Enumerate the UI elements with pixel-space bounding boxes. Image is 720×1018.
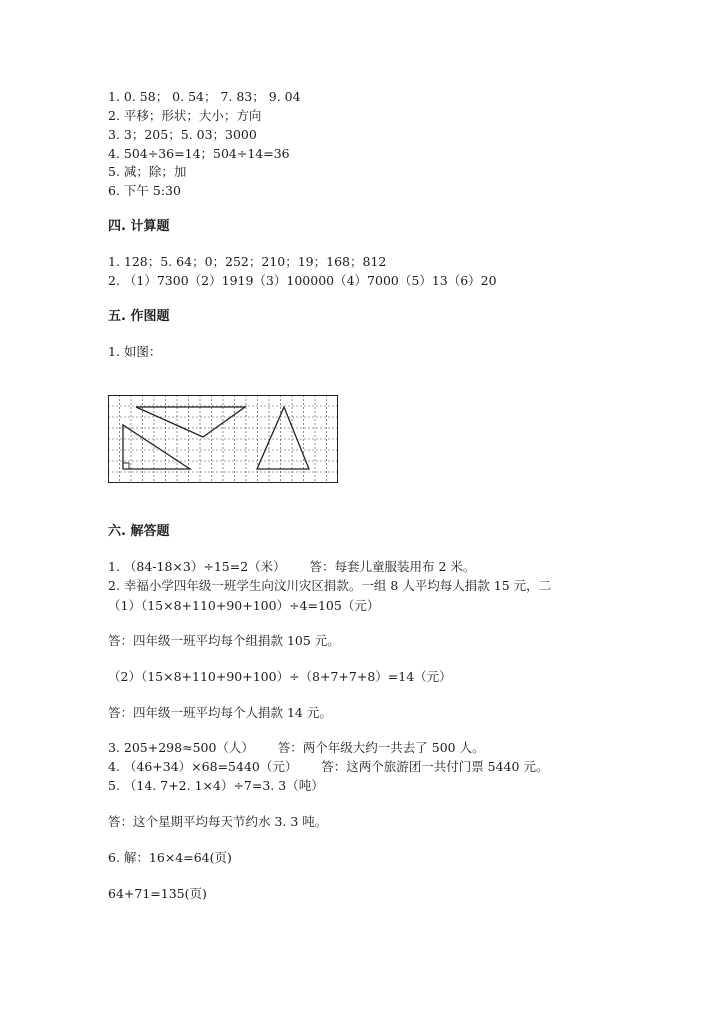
section-heading-calculation: 四. 计算题 — [108, 219, 170, 234]
answer-line: 2. 幸福小学四年级一班学生向汶川灾区捐款。一组 8 人平均每人捐款 15 元，二 — [108, 578, 552, 593]
answer-line: 3. 3；205；5. 03；3000 — [108, 127, 257, 142]
right-angle-mark — [123, 463, 129, 469]
answer-line: （2）（15×8+110+90+100）÷（8+7+7+8）=14（元） — [108, 669, 452, 684]
answer-line: 1. （84-18×3）÷15=2（米） 答：每套儿童服装用布 2 米。 — [108, 559, 476, 574]
answer-line: 2. （1）7300（2）1919（3）100000（4）7000（5）13（6）20 — [108, 273, 497, 288]
answer-line: 5. （14. 7+2. 1×4）÷7=3. 3（吨） — [108, 778, 324, 793]
answer-line: 4. 504÷36=14；504÷14=36 — [108, 146, 290, 161]
answer-line: 答：四年级一班平均每个人捐款 14 元。 — [108, 705, 332, 720]
answer-line: （1）（15×8+110+90+100）÷4=105（元） — [108, 598, 380, 613]
answer-line: 5. 减；除；加 — [108, 164, 187, 179]
answer-line: 1. 0. 58； 0. 54； 7. 83； 9. 04 — [108, 89, 301, 104]
answer-line: 1. 如图： — [108, 344, 162, 359]
answer-line: 64+71=135(页) — [108, 886, 207, 901]
answer-line: 2. 平移；形状；大小；方向 — [108, 108, 262, 123]
answer-line: 6. 下午 5:30 — [108, 183, 181, 198]
section-heading-word-problems: 六. 解答题 — [108, 524, 170, 539]
right-triangle — [123, 425, 190, 469]
answer-line: 1. 128；5. 64；0；252；210；19；168；812 — [108, 254, 387, 269]
answer-line: 答：这个星期平均每天节约水 3. 3 吨。 — [108, 814, 328, 829]
answer-line: 答：四年级一班平均每个组捐款 105 元。 — [108, 633, 340, 648]
isosceles-triangle — [257, 407, 309, 469]
section-heading-drawing: 五. 作图题 — [108, 309, 170, 324]
obtuse-triangle — [136, 407, 245, 437]
answer-line: 3. 205+298≈500（人） 答：两个年级大约一共去了 500 人。 — [108, 740, 485, 755]
dashed-grid — [108, 395, 338, 483]
answer-line: 6. 解：16×4=64(页) — [108, 850, 232, 865]
grid-drawing-figure — [108, 395, 338, 483]
answer-line: 4. （46+34）×68=5440（元） 答：这两个旅游团一共付门票 5440 元。 — [108, 759, 549, 774]
